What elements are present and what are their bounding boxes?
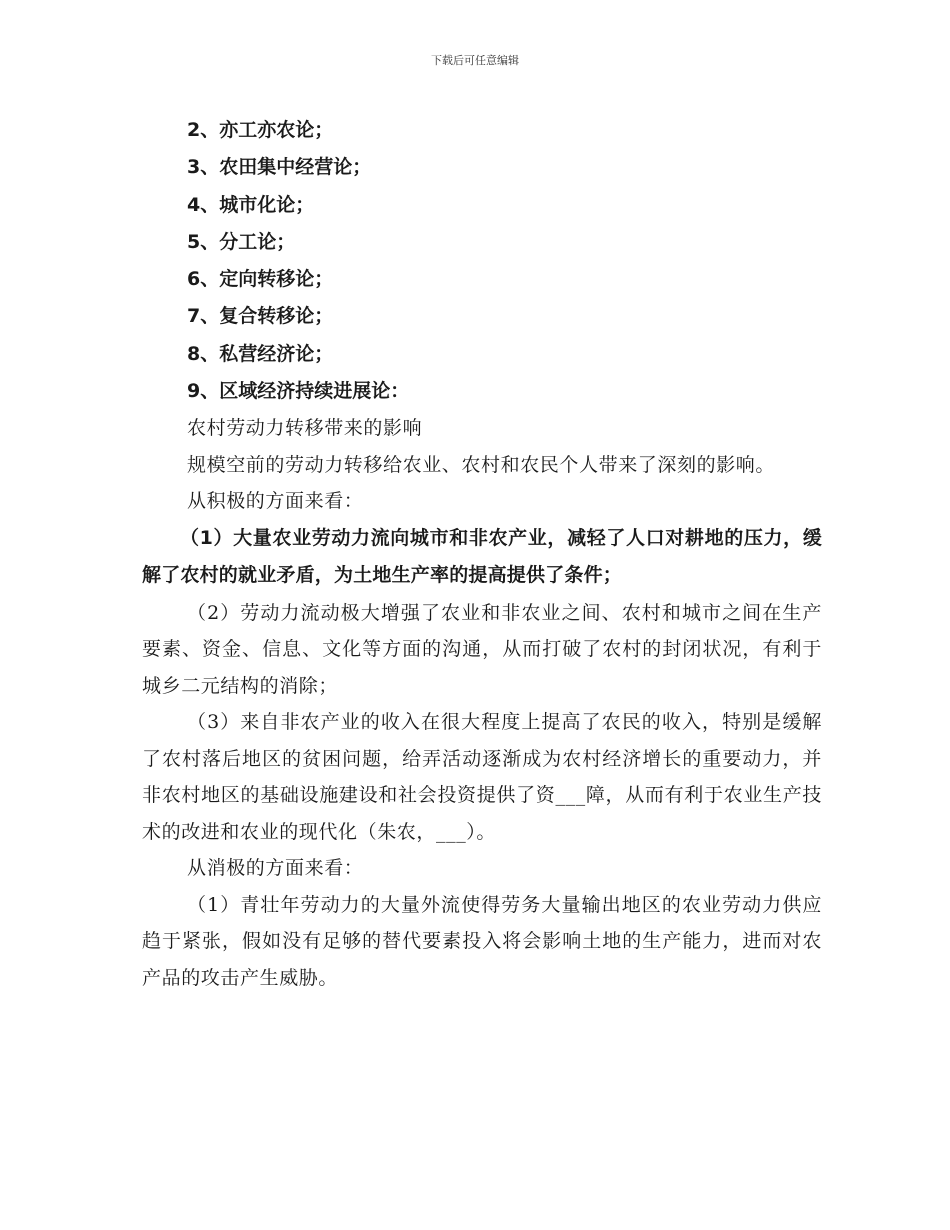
positive-point-3: （3）来自非农产业的收入在很大程度上提高了农民的收入，特别是缓解了农村落后地区的贫困问题，给弄活动逐渐成为农村经济增长的重要动力，并非农村地区的基础设施建设和社会投资提供了资___障，从而有利于农业生产技术的改进和农业的现代化（朱农，___）。: [142, 711, 822, 843]
negative-point-1: （1）青壮年劳动力的大量外流使得劳务大量输出地区的农业劳动力供应趋于紧张，假如没有足够的替代要素投入将会影响土地的生产能力，进而对农产品的攻击产生威胁。: [142, 893, 822, 989]
list-item: 7、复合转移论；: [187, 305, 334, 328]
list-item: 3、农田集中经营论；: [187, 156, 372, 179]
list-item: 6、定向转移论；: [187, 268, 334, 291]
list-item: 2、亦工亦农论；: [187, 119, 334, 141]
section-title: 农村劳动力转移带来的影响: [187, 417, 423, 440]
positive-point-1: （1）大量农业劳动力流向城市和非农产业，减轻了人口对耕地的压力，缓解了农村的就业矛盾，为土地生产率的提高提供了条件；: [142, 526, 822, 587]
negative-heading: 从消极的方面来看：: [187, 857, 364, 880]
positive-point-2: （2）劳动力流动极大增强了农业和非农业之间、农村和城市之间在生产要素、资金、信息、文化等方面的沟通，从而打破了农村的封闭状况，有利于城乡二元结构的消除；: [142, 601, 822, 697]
list-item: 8、私营经济论；: [187, 342, 334, 365]
positive-heading: 从积极的方面来看：: [187, 490, 364, 513]
document-body: [142, 112, 822, 996]
intro-paragraph: 规模空前的劳动力转移给农业、农村和农民个人带来了深刻的影响。: [187, 453, 776, 476]
list-item: 9、区域经济持续进展论：: [187, 380, 410, 403]
list-item: 4、城市化论；: [187, 193, 315, 216]
page-header: 下载后可任意编辑: [431, 54, 519, 67]
list-item: 5、分工论；: [187, 230, 296, 253]
